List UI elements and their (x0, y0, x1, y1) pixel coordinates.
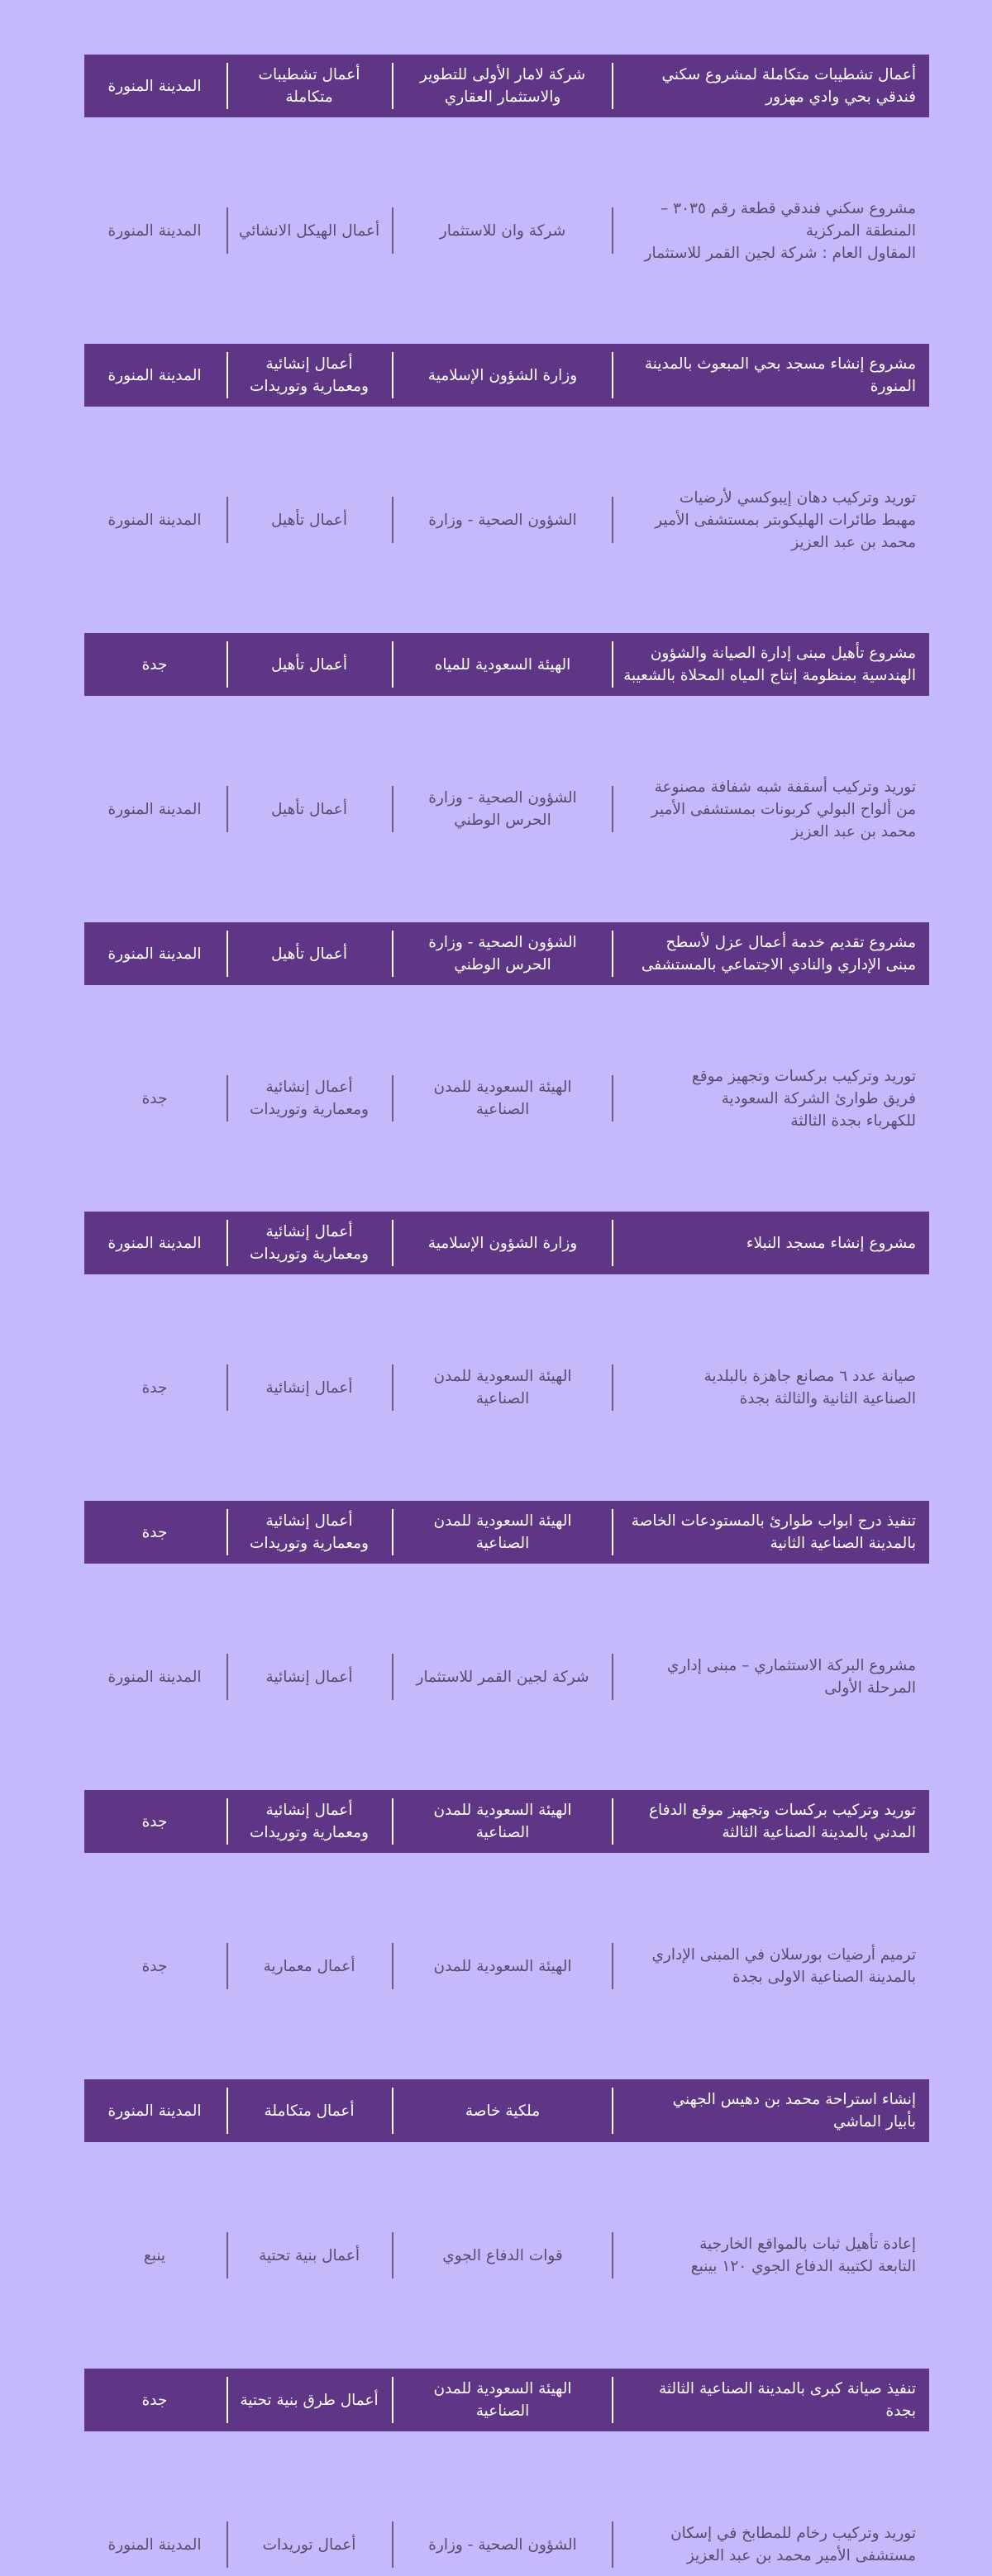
work-type-cell: أعمال تشطيبات متكاملة (258, 66, 360, 106)
column-divider (227, 1364, 228, 1411)
client-cell: الشؤون الصحية - وزارة (428, 511, 577, 529)
column-divider (612, 497, 613, 543)
column-divider (612, 1075, 613, 1121)
column-divider (227, 1654, 228, 1700)
client-cell: الهيئة السعودية للمدن الصناعية (433, 1368, 572, 1407)
column-divider (392, 497, 393, 543)
column-divider (392, 786, 393, 832)
table-row (84, 1790, 929, 1853)
work-type-cell: أعمال إنشائية ومعمارية وتوريدات (250, 355, 369, 395)
work-type-cell: أعمال توريدات (262, 2536, 356, 2554)
column-divider (612, 1798, 613, 1845)
client-cell: الهيئة السعودية للمدن الصناعية (433, 2380, 572, 2420)
work-type-cell: أعمال إنشائية ومعمارية وتوريدات (250, 1078, 369, 1118)
table-row (84, 1501, 929, 1564)
work-type-cell: أعمال إنشائية ومعمارية وتوريدات (250, 1512, 369, 1552)
column-divider (392, 931, 393, 977)
client-cell: الهيئة السعودية للمدن الصناعية (433, 1078, 572, 1118)
city-cell: جدة (141, 655, 168, 674)
column-divider (227, 786, 228, 832)
column-divider (612, 1364, 613, 1411)
table-row (84, 778, 929, 840)
table-row (84, 1645, 929, 1708)
table-row (84, 344, 929, 407)
city-cell: جدة (141, 1378, 168, 1397)
table-row (84, 55, 929, 117)
project-name-cell: توريد وتركيب دهان إيبوكسي لأرضيات مهبط طائرات الهليكوبتر بمستشفى الأمير محمد بن عبد العزيز (655, 488, 916, 551)
work-type-cell: أعمال بنية تحتية (258, 2246, 360, 2264)
column-divider (612, 786, 613, 832)
client-cell: قوات الدفاع الجوي (442, 2246, 563, 2264)
table-row (84, 488, 929, 551)
table-row (84, 2224, 929, 2287)
column-divider (392, 1220, 393, 1266)
column-divider (227, 2232, 228, 2278)
column-divider (392, 641, 393, 688)
city-cell: المدينة المنورة (107, 1668, 202, 1686)
city-cell: جدة (141, 1089, 168, 1107)
client-cell: الهيئة السعودية للمياه (434, 655, 571, 674)
project-name-cell: مشروع تأهيل مبنى إدارة الصيانة والشؤون الهندسية بمنظومة إنتاج المياه المحلاة بالشعيبة (623, 645, 916, 684)
client-cell: الشؤون الصحية - وزارة الحرس الوطني (428, 934, 577, 974)
column-divider (612, 1943, 613, 1989)
project-name-cell: تنفيذ صيانة كبرى بالمدينة الصناعية الثالثة بجدة (658, 2380, 916, 2420)
column-divider (612, 1220, 613, 1266)
work-type-cell: أعمال تأهيل (271, 511, 347, 529)
column-divider (392, 1364, 393, 1411)
project-name-cell: تنفيذ درج ابواب طوارئ بالمستودعات الخاصة بالمدينة الصناعية الثانية (631, 1512, 916, 1552)
column-divider (392, 2088, 393, 2134)
city-cell: المدينة المنورة (107, 221, 202, 240)
project-name-cell: توريد وتركيب أسقفة شبه شفافة مصنوعة من ألواح البولي كربونات بمستشفى الأمير محمد بن عبد العزيز (651, 778, 916, 840)
project-name-cell: إنشاء استراحة محمد بن دهيس الجهني بأبيار الماشي (672, 2091, 916, 2131)
column-divider (392, 207, 393, 254)
column-divider (227, 2088, 228, 2134)
city-cell: جدة (141, 1957, 168, 1975)
column-divider (392, 2377, 393, 2423)
work-type-cell: أعمال الهيكل الانشائي (238, 221, 380, 240)
project-name-cell: مشروع البركة الاستثماري – مبنى إداري المرحلة الأولى (666, 1657, 916, 1697)
client-cell: وزارة الشؤون الإسلامية (427, 1234, 578, 1252)
column-divider (227, 1075, 228, 1121)
project-name-cell: توريد وتركيب رخام للمطابخ في إسكان مستشفى الأمير محمد بن عبد العزيز (670, 2525, 916, 2564)
project-name-cell: إعادة تأهيل ثبات بالمواقع الخارجية التابعة لكتيبة الدفاع الجوي ١٢٠ بينبع (690, 2236, 916, 2275)
city-cell: ينبع (143, 2246, 166, 2264)
client-cell: الشؤون الصحية - وزارة (428, 2536, 577, 2554)
city-cell: المدينة المنورة (107, 77, 202, 95)
project-name-cell: صيانة عدد ٦ مصانع جاهزة بالبلدية الصناعية الثانية والثالثة بجدة (703, 1368, 916, 1407)
client-cell: الهيئة السعودية للمدن (433, 1957, 572, 1975)
project-name-cell: أعمال تشطيبات متكاملة لمشروع سكني فندقي بحي وادي مهزور (661, 66, 916, 106)
column-divider (612, 2521, 613, 2568)
project-name-cell: مشروع إنشاء مسجد النبلاء (746, 1234, 916, 1252)
column-divider (612, 2088, 613, 2134)
work-type-cell: أعمال إنشائية (265, 1378, 353, 1397)
client-cell: الهيئة السعودية للمدن الصناعية (433, 1802, 572, 1841)
column-divider (227, 1509, 228, 1555)
column-divider (227, 641, 228, 688)
client-cell: وزارة الشؤون الإسلامية (427, 366, 578, 384)
column-divider (612, 352, 613, 398)
column-divider (612, 2377, 613, 2423)
column-divider (392, 2232, 393, 2278)
table-row (84, 1935, 929, 1997)
column-divider (392, 1943, 393, 1989)
column-divider (612, 641, 613, 688)
column-divider (392, 63, 393, 109)
column-divider (227, 352, 228, 398)
city-cell: المدينة المنورة (107, 945, 202, 963)
table-row (84, 633, 929, 696)
project-name-cell: توريد وتركيب بركسات وتجهيز موقع فريق طوارئ الشركة السعودية للكهرباء بجدة الثالثة (691, 1067, 916, 1130)
column-divider (612, 931, 613, 977)
project-name-cell: مشروع إنشاء مسجد بحي المبعوث بالمدينة المنورة (644, 355, 916, 395)
work-type-cell: أعمال تأهيل (271, 945, 347, 963)
column-divider (227, 1798, 228, 1845)
client-cell: شركة وان للاستثمار (439, 221, 566, 240)
table-row (84, 199, 929, 262)
column-divider (227, 1220, 228, 1266)
column-divider (612, 1509, 613, 1555)
column-divider (612, 207, 613, 254)
client-cell: شركة لجين القمر للاستثمار (416, 1668, 589, 1686)
column-divider (392, 1654, 393, 1700)
city-cell: جدة (141, 2391, 168, 2409)
work-type-cell: أعمال تأهيل (271, 655, 347, 674)
column-divider (612, 63, 613, 109)
work-type-cell: أعمال متكاملة (264, 2102, 355, 2120)
client-cell: شركة لامار الأولى للتطوير والاستثمار العقاري (419, 66, 586, 106)
column-divider (612, 2232, 613, 2278)
column-divider (227, 63, 228, 109)
client-cell: الهيئة السعودية للمدن الصناعية (433, 1512, 572, 1552)
project-name-cell: ترميم أرضيات بورسلان في المبنى الإداري بالمدينة الصناعية الاولى بجدة (651, 1946, 916, 1986)
column-divider (392, 1075, 393, 1121)
client-cell: ملكية خاصة (465, 2102, 541, 2120)
work-type-cell: أعمال إنشائية (265, 1668, 353, 1686)
column-divider (227, 2377, 228, 2423)
column-divider (392, 1509, 393, 1555)
projects-table (84, 55, 929, 2576)
city-cell: المدينة المنورة (107, 800, 202, 818)
work-type-cell: أعمال إنشائية ومعمارية وتوريدات (250, 1802, 369, 1841)
column-divider (612, 1654, 613, 1700)
work-type-cell: أعمال طرق بنية تحتية (240, 2391, 379, 2409)
client-cell: الشؤون الصحية - وزارة الحرس الوطني (428, 789, 577, 829)
project-name-cell: مشروع سكني فندقي قطعة رقم ٣٠٣٥ – المنطقة المركزية المقاول العام : شركة لجين القمر للاستثمار (644, 199, 916, 262)
city-cell: المدينة المنورة (107, 366, 202, 384)
work-type-cell: أعمال إنشائية ومعمارية وتوريدات (250, 1223, 369, 1263)
column-divider (227, 931, 228, 977)
work-type-cell: أعمال معمارية (263, 1957, 355, 1975)
table-row (84, 2513, 929, 2576)
table-row (84, 2079, 929, 2142)
column-divider (392, 2521, 393, 2568)
column-divider (392, 352, 393, 398)
city-cell: المدينة المنورة (107, 511, 202, 529)
column-divider (227, 497, 228, 543)
table-row (84, 2369, 929, 2431)
city-cell: المدينة المنورة (107, 2536, 202, 2554)
city-cell: جدة (141, 1812, 168, 1831)
table-row (84, 1212, 929, 1274)
table-row (84, 922, 929, 985)
city-cell: جدة (141, 1523, 168, 1541)
column-divider (227, 207, 228, 254)
work-type-cell: أعمال تأهيل (271, 800, 347, 818)
city-cell: المدينة المنورة (107, 2102, 202, 2120)
table-row (84, 1067, 929, 1130)
city-cell: المدينة المنورة (107, 1234, 202, 1252)
table-row (84, 1356, 929, 1419)
column-divider (392, 1798, 393, 1845)
project-name-cell: مشروع تقديم خدمة أعمال عزل لأسطح مبنى الإداري والنادي الاجتماعي بالمستشفى (641, 934, 916, 974)
project-name-cell: توريد وتركيب بركسات وتجهيز موقع الدفاع المدني بالمدينة الصناعية الثالثة (649, 1802, 916, 1841)
column-divider (227, 1943, 228, 1989)
column-divider (227, 2521, 228, 2568)
